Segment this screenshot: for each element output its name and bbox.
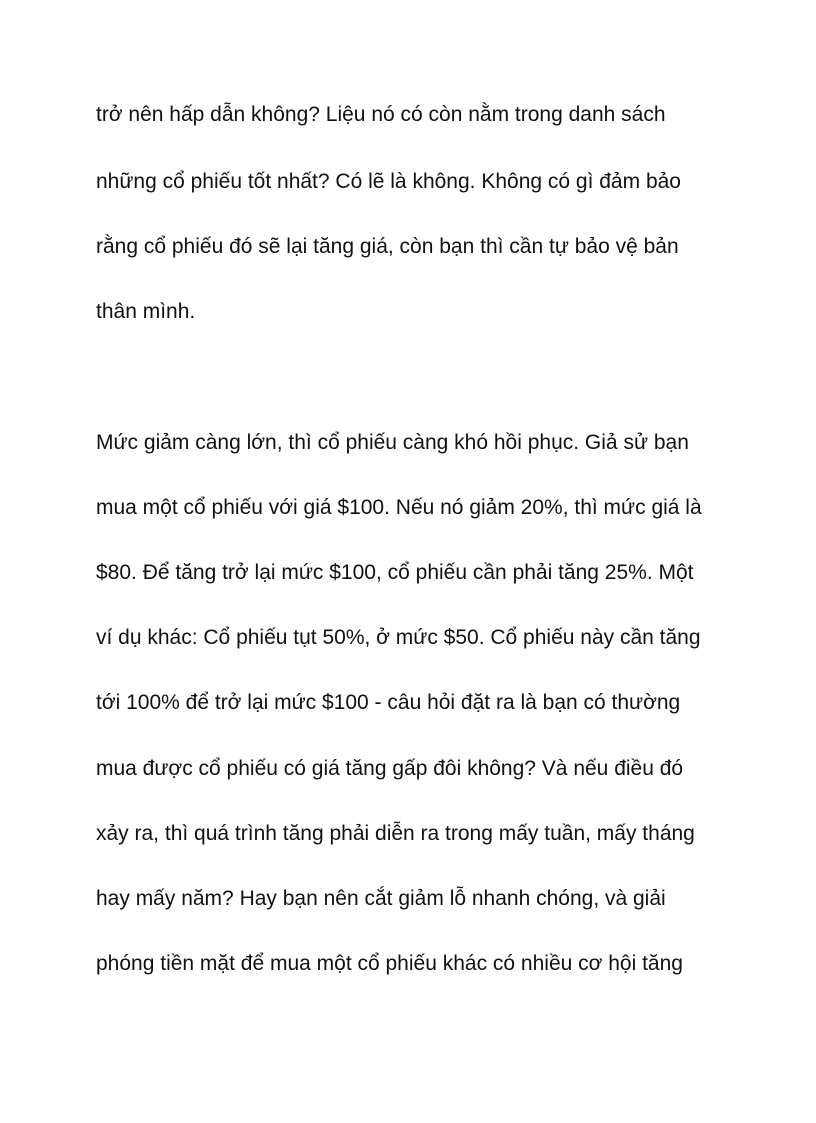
text-line: ví dụ khác: Cổ phiếu tụt 50%, ở mức $50. Cổ phiếu này cần tăng	[96, 626, 701, 649]
text-line: hay mấy năm? Hay bạn nên cắt giảm lỗ nhanh chóng, và giải	[96, 887, 666, 910]
text-line: trở nên hấp dẫn không? Liệu nó có còn nằm trong danh sách	[96, 103, 666, 126]
text-line: Mức giảm càng lớn, thì cổ phiếu càng khó hồi phục. Giả sử bạn	[96, 431, 689, 454]
text-line: thân mình.	[96, 300, 196, 323]
text-line: $80. Để tăng trở lại mức $100, cổ phiếu cần phải tăng 25%. Một	[96, 561, 694, 584]
text-line: mua được cổ phiếu có giá tăng gấp đôi không? Và nếu điều đó	[96, 757, 684, 780]
text-line: những cổ phiếu tốt nhất? Có lẽ là không. Không có gì đảm bảo	[96, 170, 681, 193]
text-line: tới 100% để trở lại mức $100 - câu hỏi đặt ra là bạn có thường	[96, 691, 681, 714]
text-line: phóng tiền mặt để mua một cổ phiếu khác có nhiều cơ hội tăng	[96, 952, 683, 975]
text-line: xảy ra, thì quá trình tăng phải diễn ra trong mấy tuần, mấy tháng	[96, 822, 695, 845]
text-line: mua một cổ phiếu với giá $100. Nếu nó giảm 20%, thì mức giá là	[96, 496, 702, 519]
text-line: rằng cổ phiếu đó sẽ lại tăng giá, còn bạn thì cần tự bảo vệ bản	[96, 235, 679, 258]
